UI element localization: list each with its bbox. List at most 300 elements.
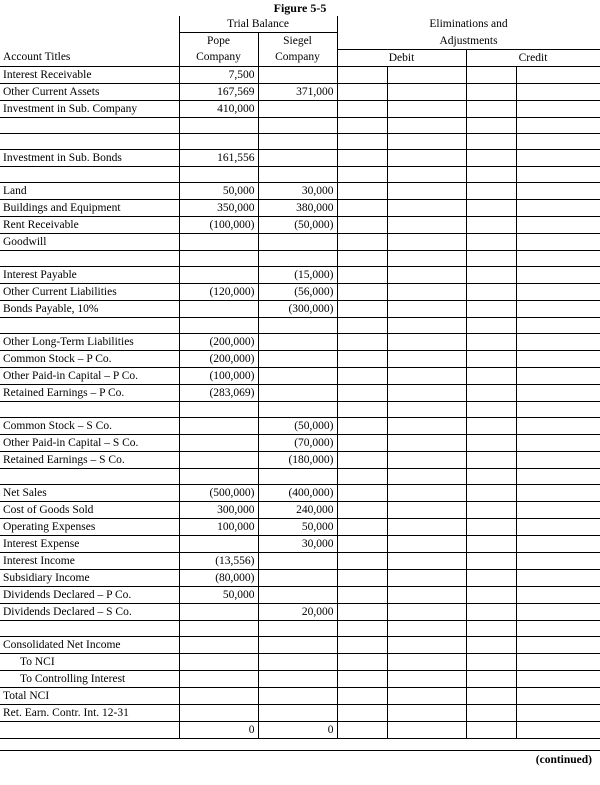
pope-amount-cell: (120,000) [179,283,258,300]
table-row [0,687,600,704]
debit-ref-cell[interactable] [337,434,387,451]
pope-amount-cell [179,434,258,451]
siegel-amount-cell [258,100,337,117]
debit-amount-cell[interactable] [387,468,466,484]
siegel-amount-cell [258,66,337,83]
credit-ref-cell[interactable] [466,367,516,384]
credit-ref-cell[interactable] [466,603,516,620]
credit-amount-cell[interactable] [516,233,600,250]
debit-ref-cell[interactable] [337,367,387,384]
debit-amount-cell[interactable] [387,317,466,333]
siegel-amount-cell [258,552,337,569]
debit-amount-cell[interactable] [387,501,466,518]
siegel-amount-cell [258,117,337,133]
account-title-cell: Ret. Earn. Contr. Int. 12-31 [0,704,179,721]
debit-amount-cell[interactable] [387,434,466,451]
credit-amount-cell[interactable] [516,333,600,350]
pope-amount-cell: 0 [179,721,258,738]
table-row [0,233,600,250]
siegel-amount-cell: 20,000 [258,603,337,620]
debit-ref-cell[interactable] [337,300,387,317]
account-title-cell: Investment in Sub. Bonds [0,149,179,166]
credit-ref-cell[interactable] [466,704,516,721]
credit-amount-cell[interactable] [516,451,600,468]
debit-ref-cell[interactable] [337,535,387,552]
pope-header-line2: Company [179,49,258,66]
debit-amount-cell[interactable] [387,250,466,266]
debit-ref-cell[interactable] [337,266,387,283]
pope-amount-cell [179,401,258,417]
credit-amount-cell[interactable] [516,518,600,535]
table-row [0,100,600,117]
credit-amount-cell[interactable] [516,620,600,636]
account-title-cell: Other Current Assets [0,83,179,100]
credit-ref-cell[interactable] [466,552,516,569]
debit-amount-cell[interactable] [387,451,466,468]
siegel-amount-cell [258,620,337,636]
account-title-cell: Other Paid-in Capital – P Co. [0,367,179,384]
pope-amount-cell: 50,000 [179,586,258,603]
debit-amount-cell[interactable] [387,704,466,721]
debit-ref-cell[interactable] [337,333,387,350]
debit-amount-cell[interactable] [387,233,466,250]
pope-amount-cell: (100,000) [179,216,258,233]
credit-ref-cell[interactable] [466,569,516,586]
account-title-cell: Land [0,182,179,199]
credit-amount-cell[interactable] [516,149,600,166]
credit-amount-cell[interactable] [516,83,600,100]
account-title-cell: Common Stock – S Co. [0,417,179,434]
siegel-amount-cell [258,149,337,166]
siegel-amount-cell: 30,000 [258,182,337,199]
account-title-cell: Interest Payable [0,266,179,283]
siegel-amount-cell: 371,000 [258,83,337,100]
credit-ref-cell[interactable] [466,149,516,166]
continued-note: (continued) [535,754,592,766]
credit-ref-cell[interactable] [466,417,516,434]
debit-amount-cell[interactable] [387,401,466,417]
account-title-cell: Other Paid-in Capital – S Co. [0,434,179,451]
pope-amount-cell: 100,000 [179,518,258,535]
eliminations-header: Eliminations and [337,16,600,33]
debit-amount-cell[interactable] [387,100,466,117]
table-row [0,704,600,721]
siegel-amount-cell: (400,000) [258,484,337,501]
siegel-amount-cell [258,350,337,367]
siegel-header-line1: Siegel [258,33,337,50]
siegel-amount-cell [258,569,337,586]
credit-ref-cell[interactable] [466,434,516,451]
pope-amount-cell [179,133,258,149]
credit-amount-cell[interactable] [516,484,600,501]
debit-ref-cell[interactable] [337,636,387,653]
debit-amount-cell[interactable] [387,484,466,501]
account-title-cell: Investment in Sub. Company [0,100,179,117]
siegel-amount-cell: (70,000) [258,434,337,451]
debit-ref-cell[interactable] [337,233,387,250]
debit-ref-cell[interactable] [337,317,387,333]
debit-ref-cell[interactable] [337,721,387,738]
pope-amount-cell: (100,000) [179,367,258,384]
table-row [0,552,600,569]
debit-amount-cell[interactable] [387,149,466,166]
debit-ref-cell[interactable] [337,384,387,401]
debit-ref-cell[interactable] [337,100,387,117]
account-title-cell: Interest Receivable [0,66,179,83]
credit-header: Credit [466,49,600,66]
debit-amount-cell[interactable] [387,636,466,653]
table-row [0,250,600,266]
header-row-2 [0,33,600,50]
credit-amount-cell[interactable] [516,653,600,670]
table-row [0,603,600,620]
debit-amount-cell[interactable] [387,300,466,317]
credit-amount-cell[interactable] [516,468,600,484]
debit-amount-cell[interactable] [387,518,466,535]
siegel-amount-cell [258,367,337,384]
table-row [0,66,600,83]
debit-amount-cell[interactable] [387,216,466,233]
credit-ref-cell[interactable] [466,484,516,501]
siegel-amount-cell [258,653,337,670]
siegel-amount-cell [258,704,337,721]
debit-amount-cell[interactable] [387,417,466,434]
account-title-cell: Consolidated Net Income [0,636,179,653]
debit-ref-cell[interactable] [337,451,387,468]
debit-ref-cell[interactable] [337,83,387,100]
header-row-1 [0,16,600,33]
credit-ref-cell[interactable] [466,384,516,401]
credit-ref-cell[interactable] [466,117,516,133]
table-row [0,300,600,317]
credit-amount-cell[interactable] [516,384,600,401]
debit-ref-cell[interactable] [337,468,387,484]
table-row [0,149,600,166]
table-row [0,283,600,300]
credit-amount-cell[interactable] [516,283,600,300]
debit-amount-cell[interactable] [387,367,466,384]
credit-amount-cell[interactable] [516,636,600,653]
debit-amount-cell[interactable] [387,350,466,367]
debit-ref-cell[interactable] [337,518,387,535]
debit-amount-cell[interactable] [387,552,466,569]
account-title-cell: Cost of Goods Sold [0,501,179,518]
debit-ref-cell[interactable] [337,670,387,687]
credit-amount-cell[interactable] [516,317,600,333]
siegel-amount-cell: (180,000) [258,451,337,468]
debit-ref-cell[interactable] [337,250,387,266]
siegel-amount-cell [258,384,337,401]
account-title-cell: Net Sales [0,484,179,501]
account-title-cell: Dividends Declared – S Co. [0,603,179,620]
table-row [0,133,600,149]
table-row [0,721,600,738]
table-row [0,518,600,535]
credit-ref-cell[interactable] [466,333,516,350]
debit-ref-cell[interactable] [337,149,387,166]
credit-ref-cell[interactable] [466,166,516,182]
account-title-cell [0,721,179,738]
credit-ref-cell[interactable] [466,216,516,233]
table-row [0,367,600,384]
siegel-amount-cell: 30,000 [258,535,337,552]
table-row [0,401,600,417]
table-row [0,216,600,233]
credit-ref-cell[interactable] [466,100,516,117]
debit-amount-cell[interactable] [387,182,466,199]
siegel-amount-cell [258,468,337,484]
debit-amount-cell[interactable] [387,83,466,100]
credit-amount-cell[interactable] [516,704,600,721]
trial-balance-header: Trial Balance [179,16,337,33]
credit-ref-cell[interactable] [466,501,516,518]
credit-amount-cell[interactable] [516,250,600,266]
account-title-cell: Retained Earnings – P Co. [0,384,179,401]
credit-ref-cell[interactable] [466,670,516,687]
table-row [0,166,600,182]
credit-ref-cell[interactable] [466,199,516,216]
table-row [0,434,600,451]
debit-ref-cell[interactable] [337,704,387,721]
credit-amount-cell[interactable] [516,166,600,182]
pope-amount-cell [179,603,258,620]
credit-amount-cell[interactable] [516,133,600,149]
pope-amount-cell: 50,000 [179,182,258,199]
debit-amount-cell[interactable] [387,266,466,283]
credit-amount-cell[interactable] [516,182,600,199]
credit-ref-cell[interactable] [466,518,516,535]
table-row [0,535,600,552]
credit-ref-cell[interactable] [466,653,516,670]
credit-amount-cell[interactable] [516,216,600,233]
credit-amount-cell[interactable] [516,687,600,704]
account-title-cell: Interest Income [0,552,179,569]
credit-ref-cell[interactable] [466,721,516,738]
account-title-cell: Rent Receivable [0,216,179,233]
credit-amount-cell[interactable] [516,721,600,738]
pope-amount-cell [179,451,258,468]
debit-ref-cell[interactable] [337,66,387,83]
account-title-cell: Other Current Liabilities [0,283,179,300]
table-row [0,451,600,468]
siegel-amount-cell [258,687,337,704]
figure-title: Figure 5-5 [273,1,327,15]
credit-ref-cell[interactable] [466,620,516,636]
debit-ref-cell[interactable] [337,569,387,586]
pope-amount-cell [179,317,258,333]
credit-ref-cell[interactable] [466,300,516,317]
table-row [0,620,600,636]
account-title-cell: Goodwill [0,233,179,250]
credit-ref-cell[interactable] [466,283,516,300]
debit-amount-cell[interactable] [387,535,466,552]
credit-ref-cell[interactable] [466,250,516,266]
pope-amount-cell [179,670,258,687]
debit-amount-cell[interactable] [387,653,466,670]
pope-amount-cell: 350,000 [179,199,258,216]
siegel-amount-cell: (50,000) [258,417,337,434]
siegel-amount-cell [258,586,337,603]
account-title-cell [0,250,179,266]
debit-ref-cell[interactable] [337,417,387,434]
debit-amount-cell[interactable] [387,333,466,350]
siegel-amount-cell [258,233,337,250]
credit-ref-cell[interactable] [466,350,516,367]
debit-ref-cell[interactable] [337,216,387,233]
table-bottom-line [0,750,600,751]
siegel-amount-cell [258,166,337,182]
pope-amount-cell: (200,000) [179,350,258,367]
debit-ref-cell[interactable] [337,653,387,670]
credit-ref-cell[interactable] [466,266,516,283]
siegel-amount-cell: 50,000 [258,518,337,535]
siegel-header-line2: Company [258,49,337,66]
siegel-amount-cell [258,250,337,266]
debit-amount-cell[interactable] [387,620,466,636]
debit-ref-cell[interactable] [337,199,387,216]
table-row [0,384,600,401]
credit-amount-cell[interactable] [516,417,600,434]
credit-ref-cell[interactable] [466,451,516,468]
credit-amount-cell[interactable] [516,350,600,367]
credit-amount-cell[interactable] [516,66,600,83]
credit-amount-cell[interactable] [516,501,600,518]
siegel-amount-cell: (15,000) [258,266,337,283]
debit-amount-cell[interactable] [387,603,466,620]
account-title-cell: Total NCI [0,687,179,704]
table-row [0,653,600,670]
siegel-amount-cell [258,670,337,687]
siegel-amount-cell: (56,000) [258,283,337,300]
siegel-amount-cell [258,133,337,149]
debit-ref-cell[interactable] [337,133,387,149]
credit-amount-cell[interactable] [516,552,600,569]
debit-amount-cell[interactable] [387,670,466,687]
credit-ref-cell[interactable] [466,535,516,552]
debit-ref-cell[interactable] [337,484,387,501]
debit-amount-cell[interactable] [387,133,466,149]
account-title-cell [0,117,179,133]
account-title-cell [0,166,179,182]
debit-amount-cell[interactable] [387,66,466,83]
credit-amount-cell[interactable] [516,199,600,216]
credit-ref-cell[interactable] [466,182,516,199]
credit-amount-cell[interactable] [516,367,600,384]
credit-amount-cell[interactable] [516,670,600,687]
credit-ref-cell[interactable] [466,83,516,100]
account-title-cell: Dividends Declared – P Co. [0,586,179,603]
account-title-cell: Operating Expenses [0,518,179,535]
table-row [0,484,600,501]
credit-amount-cell[interactable] [516,535,600,552]
table-row [0,182,600,199]
debit-ref-cell[interactable] [337,501,387,518]
pope-amount-cell [179,704,258,721]
debit-amount-cell[interactable] [387,166,466,182]
credit-ref-cell[interactable] [466,468,516,484]
debit-ref-cell[interactable] [337,350,387,367]
debit-ref-cell[interactable] [337,603,387,620]
debit-ref-cell[interactable] [337,166,387,182]
debit-ref-cell[interactable] [337,687,387,704]
credit-amount-cell[interactable] [516,300,600,317]
credit-ref-cell[interactable] [466,401,516,417]
pope-amount-cell: 161,556 [179,149,258,166]
credit-amount-cell[interactable] [516,603,600,620]
adjustments-header: Adjustments [337,33,600,50]
credit-ref-cell[interactable] [466,133,516,149]
credit-amount-cell[interactable] [516,569,600,586]
pope-amount-cell [179,620,258,636]
pope-amount-cell: (283,069) [179,384,258,401]
debit-amount-cell[interactable] [387,721,466,738]
pope-amount-cell: (200,000) [179,333,258,350]
table-row [0,636,600,653]
table-row [0,569,600,586]
pope-amount-cell [179,300,258,317]
debit-ref-cell[interactable] [337,182,387,199]
siegel-amount-cell: (50,000) [258,216,337,233]
siegel-amount-cell [258,317,337,333]
debit-ref-cell[interactable] [337,117,387,133]
credit-amount-cell[interactable] [516,100,600,117]
credit-amount-cell[interactable] [516,266,600,283]
debit-amount-cell[interactable] [387,384,466,401]
account-title-cell: Retained Earnings – S Co. [0,451,179,468]
debit-amount-cell[interactable] [387,569,466,586]
account-title-cell: Bonds Payable, 10% [0,300,179,317]
credit-ref-cell[interactable] [466,636,516,653]
worksheet-table [0,16,600,739]
debit-amount-cell[interactable] [387,586,466,603]
credit-amount-cell[interactable] [516,586,600,603]
pope-amount-cell: 300,000 [179,501,258,518]
pope-amount-cell [179,266,258,283]
table-row [0,266,600,283]
table-row [0,501,600,518]
account-titles-header: Account Titles [0,49,179,66]
account-title-cell: To NCI [0,653,179,670]
table-row [0,83,600,100]
credit-amount-cell[interactable] [516,117,600,133]
credit-ref-cell[interactable] [466,586,516,603]
debit-ref-cell[interactable] [337,586,387,603]
debit-amount-cell[interactable] [387,199,466,216]
debit-ref-cell[interactable] [337,552,387,569]
account-title-cell: Interest Expense [0,535,179,552]
debit-amount-cell[interactable] [387,117,466,133]
credit-amount-cell[interactable] [516,434,600,451]
credit-ref-cell[interactable] [466,233,516,250]
debit-ref-cell[interactable] [337,401,387,417]
table-row [0,199,600,216]
table-row [0,417,600,434]
pope-amount-cell [179,117,258,133]
debit-amount-cell[interactable] [387,283,466,300]
pope-amount-cell [179,166,258,182]
debit-ref-cell[interactable] [337,283,387,300]
debit-amount-cell[interactable] [387,687,466,704]
credit-ref-cell[interactable] [466,317,516,333]
siegel-amount-cell [258,333,337,350]
credit-amount-cell[interactable] [516,401,600,417]
debit-ref-cell[interactable] [337,620,387,636]
debit-header: Debit [337,49,466,66]
account-title-cell [0,133,179,149]
credit-ref-cell[interactable] [466,687,516,704]
credit-ref-cell[interactable] [466,66,516,83]
table-row [0,670,600,687]
